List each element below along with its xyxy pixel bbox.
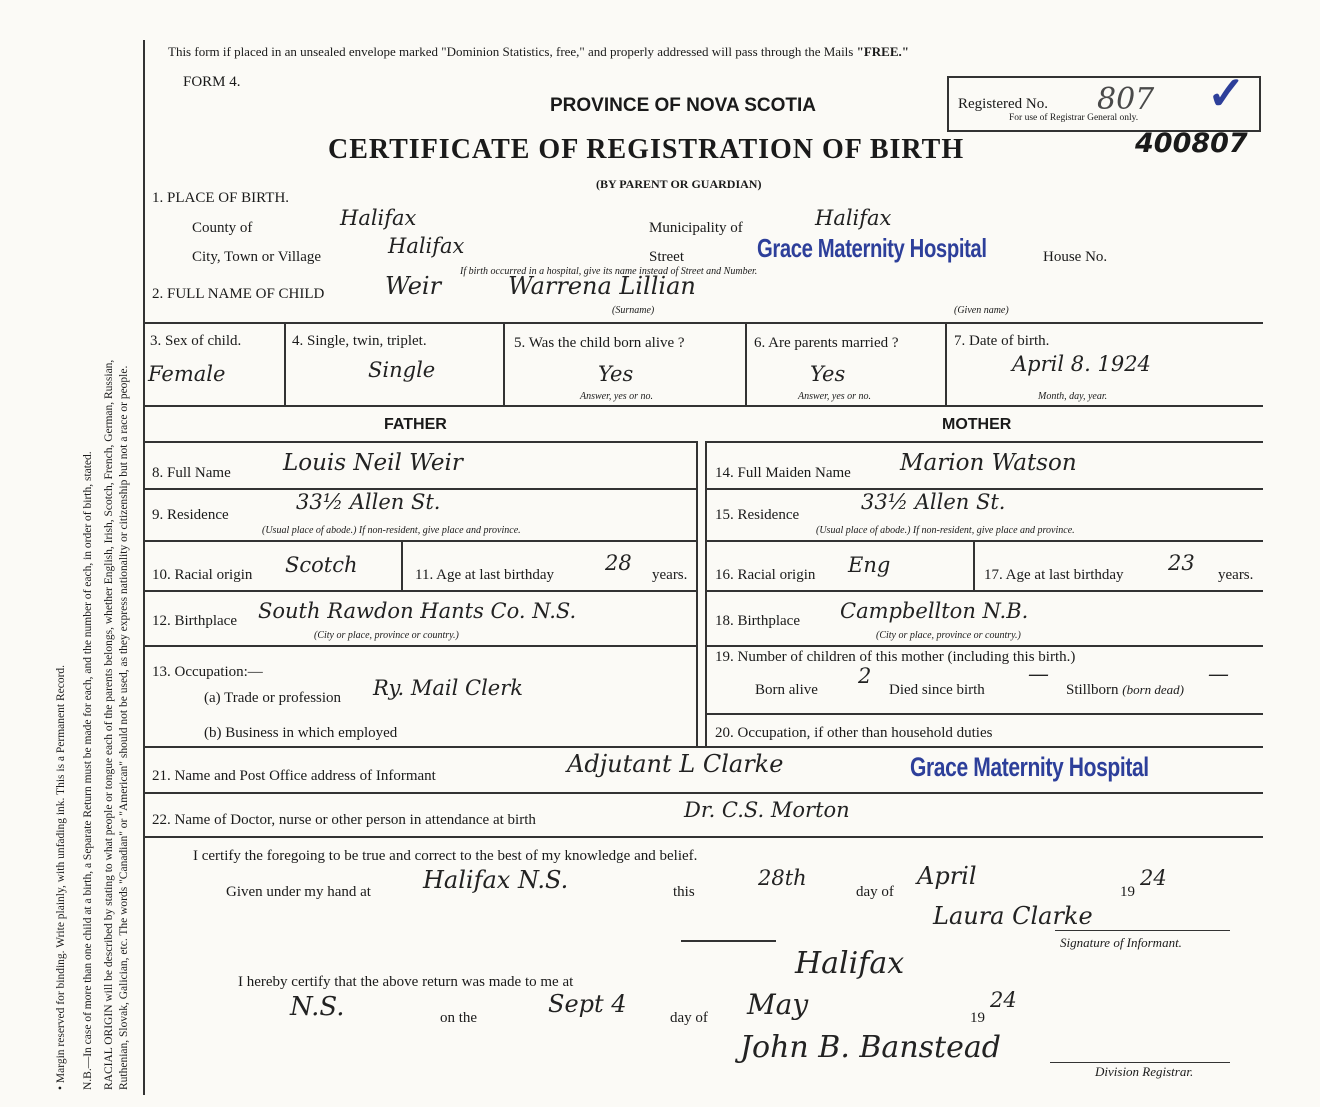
father-trade-label: (a) Trade or profession — [204, 690, 342, 706]
registrar-year-suffix: 24 — [990, 988, 1017, 1012]
place-of-birth-label: 1. PLACE OF BIRTH. — [152, 190, 290, 206]
informant-value: Adjutant L Clarke — [567, 750, 784, 778]
parents-married-label: 6. Are parents married ? — [754, 335, 899, 351]
mother-residence-label: 15. Residence — [715, 507, 800, 523]
dob-label: 7. Date of birth. — [954, 333, 1050, 349]
check-mark: ✓ — [1207, 68, 1246, 119]
stillborn-note: (born dead) — [1122, 682, 1185, 697]
registered-number: 807 — [1097, 82, 1155, 117]
father-age-value: 28 — [605, 551, 632, 575]
margin-note-racial-1: RACIAL ORIGIN will be described by stating to what people or tongue each of the parents belongs, whether English, Irish, Scotch, French, German, Russian, — [103, 359, 115, 1090]
certify-text: I certify the foregoing to be true and correct to the best of my knowledge and belief. — [193, 848, 698, 864]
doctor-value: Dr. C.S. Morton — [684, 798, 850, 822]
province-title: PROVINCE OF NOVA SCOTIA — [550, 95, 817, 116]
father-racial-value: Scotch — [285, 553, 358, 577]
mother-name-value: Marion Watson — [900, 450, 1077, 476]
on-the-label: on the — [440, 1010, 478, 1026]
father-age-unit: years. — [652, 567, 688, 583]
registrar-month-value: May — [747, 988, 809, 1021]
street-label: Street — [649, 249, 684, 265]
registered-box — [947, 68, 1261, 132]
given-name-caption: (Given name) — [954, 305, 1009, 316]
father-residence-caption: (Usual place of abode.) If non-resident, give place and province. — [262, 525, 521, 536]
registrar-day-value: Sept 4 — [548, 990, 627, 1018]
this-label: this — [673, 884, 695, 900]
given-day-of-label: day of — [856, 884, 894, 900]
registrar-day-of-label: day of — [670, 1010, 708, 1026]
father-birthplace-label: 12. Birthplace — [152, 613, 237, 629]
surname-caption: (Surname) — [612, 305, 655, 316]
margin-note-binding: • Margin reserved for binding. Write plainly, with unfading ink. This is a Permanent Record. — [55, 664, 67, 1090]
mother-children-label: 19. Number of children of this mother (including this birth.) — [715, 649, 1076, 665]
born-alive-value: Yes — [598, 362, 634, 386]
parents-married-caption: Answer, yes or no. — [798, 391, 872, 402]
house-label: House No. — [1043, 249, 1108, 265]
given-month-value: April — [917, 862, 977, 890]
informant-signature-caption: Signature of Informant. — [1060, 935, 1182, 950]
registrar-certify-text: I hereby certify that the above return was made to me at — [238, 974, 574, 990]
registrar-place-value-2: N.S. — [290, 992, 345, 1022]
given-day-value: 28th — [758, 866, 807, 890]
registrar-signature: John B. Banstead — [740, 1030, 1001, 1065]
born-alive-label: 5. Was the child born alive ? — [514, 335, 685, 351]
registrar-year-prefix: 19 — [970, 1010, 985, 1026]
father-age-label: 11. Age at last birthday — [415, 567, 554, 583]
born-alive-count-label: Born alive — [755, 682, 818, 698]
dob-value: April 8. 1924 — [1012, 352, 1151, 376]
form-number: FORM 4. — [183, 74, 241, 90]
mail-notice — [168, 44, 909, 60]
born-alive-caption: Answer, yes or no. — [580, 391, 654, 402]
mother-racial-label: 16. Racial origin — [715, 567, 816, 583]
mother-occupation-label: 20. Occupation, if other than household duties — [715, 725, 993, 741]
child-name-label: 2. FULL NAME OF CHILD — [152, 286, 325, 302]
died-since-birth-value: — — [1028, 662, 1049, 686]
registered-label: Registered No. — [958, 96, 1048, 112]
father-name-value: Louis Neil Weir — [283, 450, 463, 476]
father-occupation-label: 13. Occupation:— — [152, 664, 263, 680]
doctor-label: 22. Name of Doctor, nurse or other person in attendance at birth — [152, 812, 536, 828]
stillborn-label — [1066, 682, 1184, 699]
father-residence-label: 9. Residence — [152, 507, 229, 523]
child-given-name: Warrena Lillian — [508, 272, 696, 300]
informant-label: 21. Name and Post Office address of Informant — [152, 768, 436, 784]
registrar-place-value: Halifax — [795, 946, 905, 981]
margin-note-racial-2: Ruthenian, Slovak, Galician, etc. The words "Canadian" or "American" should not be used, as they express nationality or citizenship but not a race or people. — [118, 365, 130, 1090]
informant-hospital-stamp: Grace Maternity Hospital — [910, 752, 1149, 782]
municipality-value: Halifax — [815, 206, 892, 230]
born-alive-count-value: 2 — [858, 664, 872, 688]
died-since-birth-label: Died since birth — [889, 682, 985, 698]
father-birthplace-caption: (City or place, province or country.) — [314, 630, 459, 641]
mother-residence-caption: (Usual place of abode.) If non-resident, give place and province. — [816, 525, 1075, 536]
mother-age-value: 23 — [1168, 551, 1195, 575]
serial-number: 400807 — [1135, 128, 1248, 159]
given-under-label: Given under my hand at — [226, 884, 371, 900]
margin-note-nb: N.B.—In case of more than one child at a birth, a Separate Return must be made for each, and the number of each, in order of birth, stated. — [82, 451, 94, 1090]
father-heading: FATHER — [384, 416, 447, 433]
mother-age-unit: years. — [1218, 567, 1254, 583]
mother-birthplace-caption: (City or place, province or country.) — [876, 630, 1021, 641]
mother-name-label: 14. Full Maiden Name — [715, 465, 851, 481]
father-trade-value: Ry. Mail Clerk — [373, 676, 523, 700]
father-business-label: (b) Business in which employed — [204, 725, 398, 741]
city-value: Halifax — [388, 234, 465, 258]
hospital-note: If birth occurred in a hospital, give its name instead of Street and Number. — [460, 266, 758, 277]
given-place-value: Halifax N.S. — [423, 866, 569, 894]
parents-married-value: Yes — [810, 362, 846, 386]
street-hospital-stamp: Grace Maternity Hospital — [757, 233, 987, 263]
county-value: Halifax — [340, 206, 417, 230]
stillborn-value: — — [1208, 662, 1229, 686]
father-residence-value: 33½ Allen St. — [296, 490, 441, 514]
child-surname: Weir — [385, 272, 442, 300]
city-label: City, Town or Village — [192, 249, 322, 265]
mail-notice-text: This form if placed in an unsealed envelope marked "Dominion Statistics, free," and properly addressed will pass through the Mails — [168, 44, 854, 59]
dob-caption: Month, day, year. — [1038, 391, 1108, 402]
mail-free: "FREE." — [856, 44, 909, 59]
father-racial-label: 10. Racial origin — [152, 567, 253, 583]
mother-birthplace-label: 18. Birthplace — [715, 613, 800, 629]
mother-birthplace-value: Campbellton N.B. — [840, 599, 1029, 623]
given-year-prefix: 19 — [1120, 884, 1135, 900]
informant-signature: Laura Clarke — [933, 902, 1093, 930]
mother-heading: MOTHER — [942, 416, 1012, 433]
mother-racial-value: Eng — [848, 553, 891, 577]
registrar-note: For use of Registrar General only. — [1009, 113, 1139, 123]
certificate-title: CERTIFICATE OF REGISTRATION OF BIRTH — [328, 134, 965, 165]
stillborn-label-text: Stillborn — [1066, 682, 1119, 698]
sex-value: Female — [148, 362, 226, 386]
registrar-signature-caption: Division Registrar. — [1095, 1064, 1194, 1079]
county-label: County of — [192, 220, 253, 236]
certificate-subtitle: (BY PARENT OR GUARDIAN) — [596, 177, 762, 191]
mother-age-label: 17. Age at last birthday — [984, 567, 1124, 583]
plurality-value: Single — [368, 358, 436, 382]
father-name-label: 8. Full Name — [152, 465, 231, 481]
municipality-label: Municipality of — [649, 220, 743, 236]
mother-residence-value: 33½ Allen St. — [861, 490, 1006, 514]
plurality-label: 4. Single, twin, triplet. — [292, 333, 427, 349]
sex-label: 3. Sex of child. — [150, 333, 242, 349]
father-birthplace-value: South Rawdon Hants Co. N.S. — [258, 599, 577, 623]
given-year-suffix: 24 — [1140, 866, 1167, 890]
